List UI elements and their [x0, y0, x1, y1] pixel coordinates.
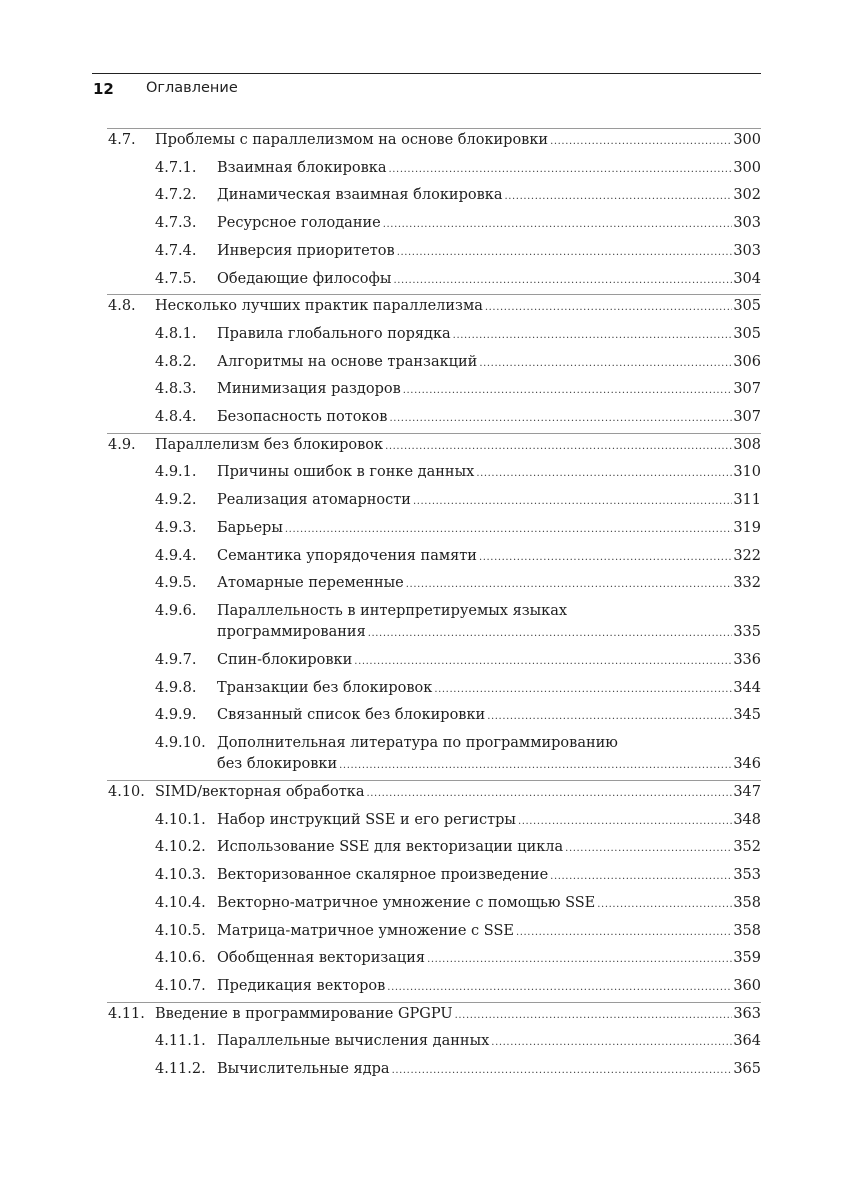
toc-entry-number: 4.9.6.	[155, 602, 197, 619]
toc-entry-line	[217, 1033, 761, 1051]
running-title: Оглавление	[146, 80, 238, 96]
toc-subsection-entry	[0, 239, 849, 267]
dot-leader	[397, 244, 733, 261]
dot-leader	[550, 133, 732, 150]
toc-entry-number: 4.9.3.	[155, 519, 197, 536]
toc-subsection-entry	[0, 808, 849, 836]
toc-entry-number: 4.9.7.	[155, 651, 197, 668]
toc-subsection-entry	[0, 731, 849, 780]
toc-entry-title: Барьеры	[217, 519, 283, 536]
toc-subsection-entry	[0, 974, 849, 1002]
toc-entry-line	[217, 409, 761, 427]
toc-entry-page: 300	[733, 132, 761, 148]
toc-entry-line	[217, 652, 761, 670]
toc-entry-title: SIMD/векторная обработка	[155, 784, 365, 800]
toc-entry-number: 4.11.2.	[155, 1061, 206, 1077]
toc-entry-page: 348	[733, 811, 761, 828]
toc-entry-title: Вычислительные ядра	[217, 1061, 390, 1077]
toc-subsection-entry	[0, 648, 849, 676]
toc-entry-title: Проблемы с параллелизмом на основе блокировки	[155, 132, 549, 148]
page-number: 12	[93, 80, 114, 98]
toc-entry-page: 352	[733, 839, 761, 856]
toc-subsection-entry	[0, 267, 849, 295]
toc-section-entry	[0, 1002, 849, 1030]
toc-subsection-entry	[0, 919, 849, 947]
toc-entry-page: 346	[733, 756, 761, 772]
toc-entry-page: 308	[733, 436, 761, 453]
toc-entry-page: 310	[733, 464, 761, 481]
toc-entry-line	[217, 160, 761, 178]
toc-entry-title: Атомарные переменные	[217, 575, 404, 592]
toc-entry-title: Алгоритмы на основе транзакций	[217, 353, 478, 370]
toc-entry-title: Набор инструкций SSE и его регистры	[217, 811, 516, 828]
toc-subsection-entry	[0, 891, 849, 919]
dot-leader	[367, 785, 733, 802]
toc-subsection-entry	[0, 703, 849, 731]
toc-entry-number: 4.10.1.	[155, 811, 206, 828]
toc-entry-line	[217, 520, 761, 538]
toc-entry-title: Взаимная блокировка	[217, 159, 387, 176]
toc-entry-line	[217, 243, 761, 261]
dot-leader	[389, 161, 733, 178]
toc-entry-page: 319	[733, 519, 761, 536]
toc-subsection-entry	[0, 183, 849, 211]
toc-entry-number: 4.8.	[108, 298, 136, 315]
toc-subsection-entry	[0, 1029, 849, 1057]
toc-subsection-entry	[0, 405, 849, 433]
toc-entry-line	[217, 978, 761, 996]
toc-entry-number: 4.8.3.	[155, 381, 197, 398]
toc-entry-line	[217, 548, 761, 566]
toc-entry-title: Связанный список без блокировки	[217, 707, 486, 724]
toc-subsection-entry	[0, 835, 849, 863]
toc-entry-line	[217, 464, 761, 482]
toc-entry-number: 4.7.5.	[155, 270, 197, 287]
dot-leader	[406, 576, 733, 593]
toc-entry-number: 4.10.2.	[155, 839, 206, 856]
dot-leader	[597, 896, 732, 913]
toc-entry-page: 359	[733, 950, 761, 967]
dot-leader	[485, 299, 732, 316]
toc-entry-line	[217, 756, 761, 774]
dot-leader	[392, 1062, 733, 1079]
toc-entry-page: 360	[733, 977, 761, 994]
toc-entry-page: 303	[733, 242, 761, 259]
toc-entry-title: Векторно-матричное умножение с помощью SSE	[217, 894, 596, 911]
toc-subsection-entry	[0, 488, 849, 516]
toc-entry-number: 4.9.8.	[155, 679, 197, 696]
toc-entry-title: Параллельные вычисления данных	[217, 1033, 490, 1050]
toc-entry-number: 4.10.5.	[155, 922, 206, 939]
toc-entry-line	[217, 326, 761, 344]
toc-entry-title: Инверсия приоритетов	[217, 242, 395, 259]
toc-entry-title: Семантика упорядочения памяти	[217, 547, 477, 564]
toc-entry-title: Минимизация раздоров	[217, 381, 401, 398]
toc-entry-page: 345	[733, 707, 761, 724]
toc-subsection-entry	[0, 322, 849, 350]
toc-entry-page: 302	[733, 187, 761, 204]
dot-leader	[479, 355, 732, 372]
toc-entry-title: Обобщенная векторизация	[217, 950, 426, 967]
toc-entry-page: 305	[733, 298, 761, 315]
toc-entry-number: 4.8.2.	[155, 353, 197, 370]
toc-entry-title: Матрица-матричное умножение с SSE	[217, 922, 514, 939]
dot-leader	[383, 216, 733, 233]
toc-entry-line	[217, 923, 761, 941]
toc-entry-page: 311	[733, 492, 761, 509]
toc-entry-title: без блокировки	[217, 756, 338, 772]
toc-entry-line	[217, 839, 761, 857]
toc-section-entry	[0, 294, 849, 322]
toc-entry-number: 4.9.2.	[155, 492, 197, 509]
toc-entry-title: Введение в программирование GPGPU	[155, 1005, 453, 1022]
toc-entry-page: 365	[733, 1061, 761, 1077]
dot-leader	[504, 188, 732, 205]
toc-entry-line	[217, 867, 761, 885]
dot-leader	[479, 549, 732, 566]
toc-entry-line	[217, 187, 761, 205]
toc-entry-page: 353	[733, 867, 761, 884]
toc-entry-number: 4.9.1.	[155, 464, 197, 481]
toc-section-entry	[0, 433, 849, 461]
toc-subsection-entry	[0, 599, 849, 648]
toc-entry-page: 358	[733, 922, 761, 939]
toc-entry-page: 336	[733, 651, 761, 668]
toc-subsection-entry	[0, 1057, 849, 1085]
dot-leader	[516, 924, 732, 941]
toc-entry-title: Динамическая взаимная блокировка	[217, 187, 503, 204]
dot-leader	[413, 493, 732, 510]
dot-leader	[385, 438, 732, 455]
dot-leader	[491, 1034, 732, 1051]
toc-entry-title: Безопасность потоков	[217, 409, 388, 425]
dot-leader	[339, 757, 732, 774]
toc-entry-line	[217, 271, 761, 289]
toc-entry-number: 4.7.4.	[155, 242, 197, 259]
toc-entry-page: 307	[733, 409, 761, 425]
toc-entry-line	[217, 215, 761, 233]
dot-leader	[368, 625, 733, 642]
toc-entry-number: 4.9.	[108, 436, 136, 453]
toc-entry-line	[217, 575, 761, 593]
dot-leader	[476, 465, 732, 482]
toc-entry-number: 4.10.3.	[155, 867, 206, 884]
toc-subsection-entry	[0, 460, 849, 488]
toc-entry-number: 4.7.3.	[155, 215, 197, 232]
toc-subsection-entry	[0, 156, 849, 184]
toc-entry-number: 4.10.6.	[155, 950, 206, 967]
dot-leader	[518, 813, 732, 830]
toc-subsection-entry	[0, 863, 849, 891]
toc-entry-title: Использование SSE для векторизации цикла	[217, 839, 564, 856]
toc-entry-page: 358	[733, 894, 761, 911]
dot-leader	[487, 708, 732, 725]
toc-entry-number: 4.9.10.	[155, 735, 206, 751]
toc-entry-page: 335	[733, 623, 761, 640]
toc-entry-number: 4.7.2.	[155, 187, 197, 204]
toc-entry-title: Транзакции без блокировок	[217, 679, 433, 696]
toc-entry-line	[155, 1006, 761, 1024]
toc-entry-page: 322	[733, 547, 761, 564]
toc-entry-title-line1: Параллельность в интерпретируемых языках	[217, 602, 568, 619]
toc-entry-line	[155, 298, 761, 316]
toc-entry-page: 305	[733, 325, 761, 342]
toc-entry-line	[217, 381, 761, 399]
toc-entry-number: 4.8.1.	[155, 325, 197, 342]
toc-entry-title: Предикация векторов	[217, 977, 386, 994]
toc-entry-line	[155, 437, 761, 455]
header-rule	[92, 73, 761, 74]
toc-entry-line	[217, 1061, 761, 1079]
toc-entry-title: Обедающие философы	[217, 270, 392, 287]
toc-section-entry	[0, 128, 849, 156]
toc-entry-number: 4.7.1.	[155, 159, 197, 176]
toc-entry-title: Правила глобального порядка	[217, 325, 451, 342]
dot-leader	[354, 653, 732, 670]
toc-subsection-entry	[0, 211, 849, 239]
dot-leader	[387, 979, 732, 996]
toc-section-entry	[0, 780, 849, 808]
toc-entry-page: 303	[733, 215, 761, 232]
toc-entry-title: Спин-блокировки	[217, 651, 353, 668]
dot-leader	[565, 840, 732, 857]
toc-entry-line	[217, 492, 761, 510]
toc-entry-title: программирования	[217, 623, 366, 640]
toc-entry-title: Несколько лучших практик параллелизма	[155, 298, 483, 315]
dot-leader	[455, 1007, 733, 1024]
toc-entry-number: 4.9.5.	[155, 575, 197, 592]
toc-entry-title: Векторизованное скалярное произведение	[217, 867, 549, 884]
toc-entry-number: 4.11.1.	[155, 1033, 206, 1050]
toc-subsection-entry	[0, 516, 849, 544]
toc-entry-title: Причины ошибок в гонке данных	[217, 464, 475, 481]
toc-subsection-entry	[0, 544, 849, 572]
dot-leader	[427, 951, 732, 968]
toc-entry-number: 4.8.4.	[155, 409, 197, 425]
dot-leader	[434, 681, 732, 698]
toc-subsection-entry	[0, 350, 849, 378]
toc-entry-line	[217, 950, 761, 968]
toc-entry-title-line1: Дополнительная литература по программированию	[217, 735, 618, 751]
toc-entry-line	[217, 707, 761, 725]
toc-entry-title: Реализация атомарности	[217, 492, 411, 509]
page-header	[92, 70, 761, 110]
dot-leader	[389, 410, 732, 427]
toc-entry-page: 347	[733, 784, 761, 800]
toc-entry-number: 4.10.	[108, 784, 145, 800]
toc-entry-number: 4.9.9.	[155, 707, 197, 724]
toc-entry-page: 363	[733, 1005, 761, 1022]
toc-entry-number: 4.10.4.	[155, 894, 206, 911]
toc-subsection-entry	[0, 571, 849, 599]
toc-entry-page: 307	[733, 381, 761, 398]
toc-entry-number: 4.11.	[108, 1005, 145, 1022]
toc-entry-page: 364	[733, 1033, 761, 1050]
toc-entry-line	[217, 680, 761, 698]
toc-entry-number: 4.7.	[108, 132, 136, 148]
toc-entry-number: 4.10.7.	[155, 977, 206, 994]
toc-entry-line	[217, 354, 761, 372]
toc-entry-line	[155, 132, 761, 150]
toc-entry-page: 306	[733, 353, 761, 370]
toc-entry-line	[217, 624, 761, 642]
toc-entry-title: Параллелизм без блокировок	[155, 436, 384, 453]
toc-entry-line	[155, 784, 761, 802]
toc-entry-line	[217, 812, 761, 830]
dot-leader	[550, 868, 732, 885]
dot-leader	[285, 521, 732, 538]
dot-leader	[403, 382, 733, 399]
toc-entry-page: 344	[733, 679, 761, 696]
toc-entry-page: 332	[733, 575, 761, 592]
toc-entry-line	[217, 895, 761, 913]
toc-entry-title: Ресурсное голодание	[217, 215, 381, 232]
toc-subsection-entry	[0, 946, 849, 974]
toc-entry-number: 4.9.4.	[155, 547, 197, 564]
toc-entry-page: 300	[733, 159, 761, 176]
toc-subsection-entry	[0, 377, 849, 405]
toc-subsection-entry	[0, 676, 849, 704]
dot-leader	[453, 327, 733, 344]
toc-entry-page: 304	[733, 270, 761, 287]
dot-leader	[393, 272, 732, 289]
